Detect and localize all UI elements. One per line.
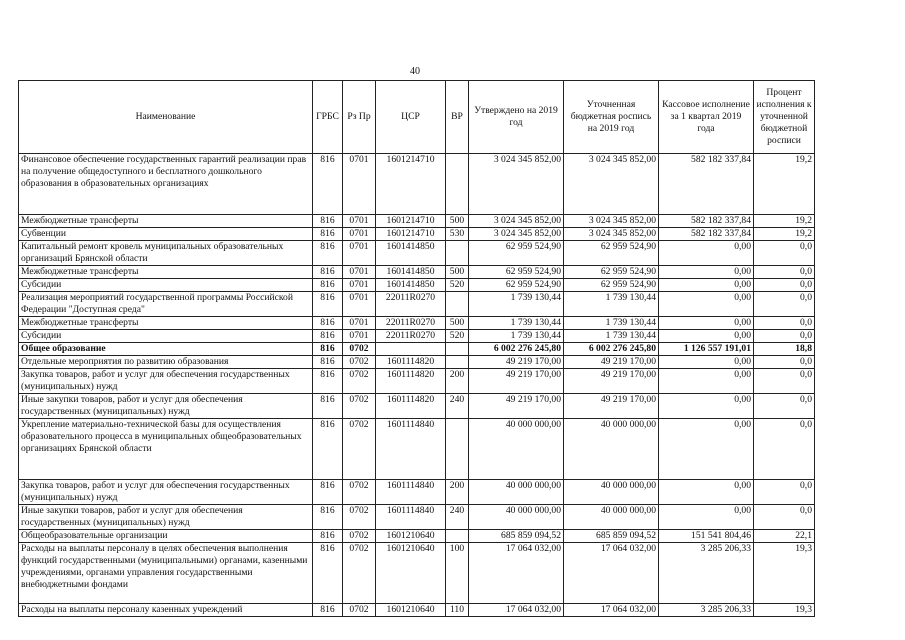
table-row — [19, 330, 815, 343]
table-row — [19, 215, 815, 228]
row-grbs: 816 — [313, 241, 343, 266]
row-percent: 0,0 — [754, 266, 815, 279]
row-refined: 49 219 170,00 — [564, 356, 659, 369]
row-rzpr: 0702 — [343, 505, 376, 530]
row-cash: 1 126 557 191,01 — [659, 343, 754, 356]
row-name: Расходы на выплаты персоналу казенных учреждений — [19, 604, 313, 617]
row-grbs: 816 — [313, 343, 343, 356]
row-approved: 3 024 345 852,00 — [469, 228, 564, 241]
row-name: Межбюджетные трансферты — [19, 215, 313, 228]
header-refined: Уточненная бюджетная роспись на 2019 год — [564, 81, 659, 154]
row-cash: 582 182 337,84 — [659, 215, 754, 228]
header-csr: ЦСР — [376, 81, 446, 154]
row-refined: 1 739 130,44 — [564, 292, 659, 317]
row-grbs: 816 — [313, 279, 343, 292]
row-name: Общеобразовательные организации — [19, 530, 313, 543]
row-grbs: 816 — [313, 419, 343, 480]
row-refined: 49 219 170,00 — [564, 394, 659, 419]
row-approved: 685 859 094,52 — [469, 530, 564, 543]
row-csr: 1601210640 — [376, 604, 446, 617]
row-cash: 0,00 — [659, 369, 754, 394]
row-csr: 22011R0270 — [376, 292, 446, 317]
row-csr: 1601114840 — [376, 505, 446, 530]
row-refined: 62 959 524,90 — [564, 241, 659, 266]
row-rzpr: 0701 — [343, 279, 376, 292]
row-cash: 0,00 — [659, 317, 754, 330]
row-approved: 62 959 524,90 — [469, 266, 564, 279]
row-grbs: 816 — [313, 317, 343, 330]
table-row — [19, 505, 815, 530]
row-percent: 0,0 — [754, 419, 815, 480]
row-csr: 1601114820 — [376, 394, 446, 419]
row-cash: 0,00 — [659, 480, 754, 505]
row-percent: 0,0 — [754, 241, 815, 266]
row-cash: 0,00 — [659, 419, 754, 480]
table-row — [19, 604, 815, 617]
row-name: Закупка товаров, работ и услуг для обеспечения государственных (муниципальных) нужд — [19, 480, 313, 505]
row-grbs: 816 — [313, 369, 343, 394]
row-csr: 1601414850 — [376, 241, 446, 266]
row-vr — [446, 241, 469, 266]
row-refined: 1 739 130,44 — [564, 330, 659, 343]
row-cash: 3 285 206,33 — [659, 543, 754, 604]
row-csr: 1601214710 — [376, 215, 446, 228]
row-cash: 0,00 — [659, 279, 754, 292]
row-name: Иные закупки товаров, работ и услуг для обеспечения государственных (муниципальных) нужд — [19, 505, 313, 530]
table-row — [19, 241, 815, 266]
row-rzpr: 0702 — [343, 530, 376, 543]
row-name: Иные закупки товаров, работ и услуг для обеспечения государственных (муниципальных) нужд — [19, 394, 313, 419]
row-rzpr: 0702 — [343, 480, 376, 505]
row-csr: 22011R0270 — [376, 317, 446, 330]
row-percent: 22,1 — [754, 530, 815, 543]
row-percent: 0,0 — [754, 279, 815, 292]
row-name: Расходы на выплаты персоналу в целях обеспечения выполнения функций государственными (муниципальными) органами, казенными учреждениями, органами управления государственными внебюджетными фондами — [19, 543, 313, 604]
row-name: Отдельные мероприятия по развитию образования — [19, 356, 313, 369]
row-rzpr: 0702 — [343, 356, 376, 369]
row-percent: 0,0 — [754, 330, 815, 343]
row-csr: 1601214710 — [376, 154, 446, 215]
row-vr: 530 — [446, 228, 469, 241]
row-refined: 17 064 032,00 — [564, 543, 659, 604]
row-rzpr: 0702 — [343, 419, 376, 480]
row-percent: 0,0 — [754, 369, 815, 394]
row-vr — [446, 292, 469, 317]
row-rzpr: 0702 — [343, 369, 376, 394]
row-name: Общее образование — [19, 343, 313, 356]
row-csr — [376, 343, 446, 356]
row-cash: 3 285 206,33 — [659, 604, 754, 617]
row-rzpr: 0702 — [343, 343, 376, 356]
row-approved: 17 064 032,00 — [469, 604, 564, 617]
table-row — [19, 154, 815, 215]
table-row — [19, 543, 815, 604]
row-cash: 0,00 — [659, 394, 754, 419]
row-cash: 0,00 — [659, 356, 754, 369]
row-refined: 3 024 345 852,00 — [564, 154, 659, 215]
row-csr: 1601414850 — [376, 279, 446, 292]
row-cash: 0,00 — [659, 266, 754, 279]
row-grbs: 816 — [313, 480, 343, 505]
row-csr: 1601210640 — [376, 530, 446, 543]
row-grbs: 816 — [313, 266, 343, 279]
row-vr: 240 — [446, 505, 469, 530]
row-name: Закупка товаров, работ и услуг для обеспечения государственных (муниципальных) нужд — [19, 369, 313, 394]
row-csr: 1601114840 — [376, 480, 446, 505]
row-grbs: 816 — [313, 292, 343, 317]
row-rzpr: 0701 — [343, 215, 376, 228]
row-refined: 6 002 276 245,80 — [564, 343, 659, 356]
table-header-row — [19, 81, 815, 154]
row-approved: 17 064 032,00 — [469, 543, 564, 604]
table-row — [19, 228, 815, 241]
row-cash: 0,00 — [659, 292, 754, 317]
row-name: Финансовое обеспечение государственных гарантий реализации прав на получение общедоступного и бесплатного дошкольного образования в образовательных организациях — [19, 154, 313, 215]
row-vr: 500 — [446, 266, 469, 279]
row-percent: 0,0 — [754, 505, 815, 530]
table-row — [19, 343, 815, 356]
row-cash: 0,00 — [659, 330, 754, 343]
budget-table — [18, 80, 815, 617]
table-row — [19, 369, 815, 394]
row-csr: 1601114840 — [376, 419, 446, 480]
row-cash: 0,00 — [659, 505, 754, 530]
row-approved: 62 959 524,90 — [469, 279, 564, 292]
row-approved: 3 024 345 852,00 — [469, 215, 564, 228]
row-name: Укрепление материально-технической базы для осуществления образовательного процесса в муниципальных общеобразовательных организациях Брянской области — [19, 419, 313, 480]
row-cash: 582 182 337,84 — [659, 228, 754, 241]
row-csr: 22011R0270 — [376, 330, 446, 343]
row-approved: 49 219 170,00 — [469, 394, 564, 419]
row-rzpr: 0701 — [343, 266, 376, 279]
row-csr: 1601210640 — [376, 543, 446, 604]
row-grbs: 816 — [313, 505, 343, 530]
row-grbs: 816 — [313, 154, 343, 215]
row-refined: 3 024 345 852,00 — [564, 228, 659, 241]
header-vr: ВР — [446, 81, 469, 154]
row-refined: 62 959 524,90 — [564, 266, 659, 279]
row-approved: 62 959 524,90 — [469, 241, 564, 266]
table-row — [19, 292, 815, 317]
row-vr: 240 — [446, 394, 469, 419]
row-vr: 200 — [446, 369, 469, 394]
row-percent: 0,0 — [754, 480, 815, 505]
row-vr: 500 — [446, 215, 469, 228]
row-name: Межбюджетные трансферты — [19, 266, 313, 279]
row-percent: 19,2 — [754, 154, 815, 215]
row-approved: 49 219 170,00 — [469, 369, 564, 394]
row-refined: 62 959 524,90 — [564, 279, 659, 292]
row-percent: 0,0 — [754, 317, 815, 330]
row-approved: 40 000 000,00 — [469, 480, 564, 505]
row-grbs: 816 — [313, 530, 343, 543]
row-cash: 0,00 — [659, 241, 754, 266]
row-rzpr: 0701 — [343, 154, 376, 215]
row-refined: 40 000 000,00 — [564, 480, 659, 505]
header-percent: Процент исполнения к уточненной бюджетной росписи — [754, 81, 815, 154]
row-approved: 40 000 000,00 — [469, 419, 564, 480]
row-csr: 1601214710 — [376, 228, 446, 241]
row-vr: 110 — [446, 604, 469, 617]
row-approved: 1 739 130,44 — [469, 330, 564, 343]
row-refined: 685 859 094,52 — [564, 530, 659, 543]
row-percent: 18,8 — [754, 343, 815, 356]
row-name: Капитальный ремонт кровель муниципальных образовательных организаций Брянской области — [19, 241, 313, 266]
table-row — [19, 266, 815, 279]
row-refined: 3 024 345 852,00 — [564, 215, 659, 228]
row-percent: 0,0 — [754, 292, 815, 317]
row-refined: 49 219 170,00 — [564, 369, 659, 394]
row-percent: 19,2 — [754, 228, 815, 241]
row-percent: 19,3 — [754, 543, 815, 604]
header-name: Наименование — [19, 81, 313, 154]
row-cash: 582 182 337,84 — [659, 154, 754, 215]
row-refined: 1 739 130,44 — [564, 317, 659, 330]
row-csr: 1601114820 — [376, 356, 446, 369]
row-approved: 1 739 130,44 — [469, 317, 564, 330]
row-grbs: 816 — [313, 356, 343, 369]
row-vr — [446, 343, 469, 356]
row-vr — [446, 154, 469, 215]
row-refined: 40 000 000,00 — [564, 505, 659, 530]
row-name: Субсидии — [19, 279, 313, 292]
table-row — [19, 317, 815, 330]
row-vr — [446, 530, 469, 543]
row-vr: 520 — [446, 330, 469, 343]
row-approved: 3 024 345 852,00 — [469, 154, 564, 215]
row-grbs: 816 — [313, 330, 343, 343]
row-refined: 40 000 000,00 — [564, 419, 659, 480]
page-number: 40 — [410, 66, 420, 77]
row-percent: 19,2 — [754, 215, 815, 228]
row-rzpr: 0701 — [343, 317, 376, 330]
table-row — [19, 394, 815, 419]
table-row — [19, 279, 815, 292]
row-percent: 19,3 — [754, 604, 815, 617]
row-rzpr: 0702 — [343, 394, 376, 419]
row-name: Субсидии — [19, 330, 313, 343]
table-row — [19, 480, 815, 505]
row-rzpr: 0701 — [343, 330, 376, 343]
header-cash: Кассовое исполнение за 1 квартал 2019 года — [659, 81, 754, 154]
row-grbs: 816 — [313, 394, 343, 419]
row-rzpr: 0701 — [343, 292, 376, 317]
row-approved: 49 219 170,00 — [469, 356, 564, 369]
row-grbs: 816 — [313, 543, 343, 604]
row-approved: 1 739 130,44 — [469, 292, 564, 317]
row-percent: 0,0 — [754, 394, 815, 419]
row-approved: 40 000 000,00 — [469, 505, 564, 530]
row-vr: 500 — [446, 317, 469, 330]
table-row — [19, 419, 815, 480]
row-name: Субвенции — [19, 228, 313, 241]
row-name: Реализация мероприятий государственной программы Российской Федерации "Доступная среда" — [19, 292, 313, 317]
row-grbs: 816 — [313, 228, 343, 241]
header-grbs: ГРБС — [313, 81, 343, 154]
row-rzpr: 0702 — [343, 543, 376, 604]
row-name: Межбюджетные трансферты — [19, 317, 313, 330]
table-row — [19, 356, 815, 369]
row-rzpr: 0701 — [343, 241, 376, 266]
row-vr — [446, 419, 469, 480]
row-csr: 1601414850 — [376, 266, 446, 279]
row-percent: 0,0 — [754, 356, 815, 369]
row-rzpr: 0701 — [343, 228, 376, 241]
row-approved: 6 002 276 245,80 — [469, 343, 564, 356]
row-vr: 100 — [446, 543, 469, 604]
row-refined: 17 064 032,00 — [564, 604, 659, 617]
row-vr — [446, 356, 469, 369]
header-approved: Утверждено на 2019 год — [469, 81, 564, 154]
row-grbs: 816 — [313, 215, 343, 228]
row-vr: 200 — [446, 480, 469, 505]
row-cash: 151 541 804,46 — [659, 530, 754, 543]
row-grbs: 816 — [313, 604, 343, 617]
row-csr: 1601114820 — [376, 369, 446, 394]
row-rzpr: 0702 — [343, 604, 376, 617]
row-vr: 520 — [446, 279, 469, 292]
table-row — [19, 530, 815, 543]
header-rzpr: Рз Пр — [343, 81, 376, 154]
